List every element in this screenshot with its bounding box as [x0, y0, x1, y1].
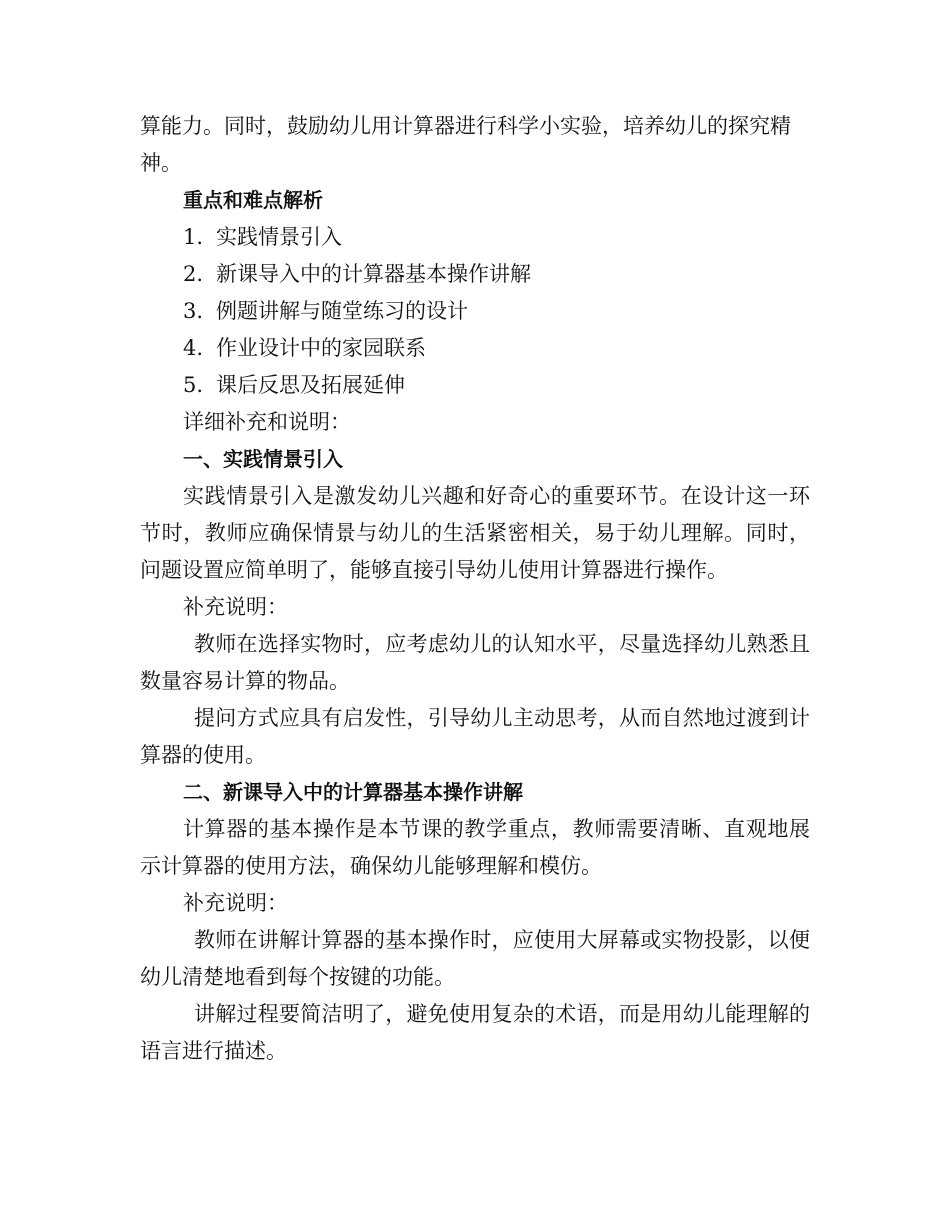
intro-paragraph-tail: 算能力。同时，鼓励幼儿用计算器进行科学小实验，培养幼儿的探究精神。 — [140, 114, 791, 175]
list-item — [140, 256, 810, 293]
list-item-text: 例题讲解与随堂练习的设计 — [216, 299, 468, 323]
list-item — [140, 330, 810, 367]
section-1-body: 实践情景引入是激发幼儿兴趣和好奇心的重要环节。在设计这一环节时，教师应确保情景与幼儿的生活紧密相关，易于幼儿理解。同时，问题设置应简单明了，能够直接引导幼儿使用计算器进行操作。 — [140, 484, 810, 582]
section-1-heading: 一、实践情景引入 — [183, 447, 343, 471]
list-item — [140, 367, 810, 404]
details-label: 详细补充和说明： — [183, 410, 351, 434]
section-1-note-1: 教师在选择实物时，应考虑幼儿的认知水平，尽量选择幼儿熟悉且数量容易计算的物品。 — [140, 632, 810, 693]
list-item-number: 5. — [183, 373, 204, 397]
list-item — [140, 293, 810, 330]
document-body — [140, 108, 810, 1070]
list-item-number: 1. — [183, 225, 204, 249]
section-1-note-2: 提问方式应具有启发性，引导幼儿主动思考，从而自然地过渡到计算器的使用。 — [140, 706, 810, 767]
list-item-text: 课后反思及拓展延伸 — [216, 373, 405, 397]
section-2-note-label: 补充说明： — [183, 891, 288, 915]
section-1-note-label: 补充说明： — [183, 595, 288, 619]
list-item — [140, 219, 810, 256]
list-item-number: 4. — [183, 336, 204, 360]
list-item-number: 2. — [183, 262, 204, 286]
list-item-number: 3. — [183, 299, 204, 323]
list-item-text: 新课导入中的计算器基本操作讲解 — [216, 262, 531, 286]
section-2-note-1: 教师在讲解计算器的基本操作时，应使用大屏幕或实物投影，以便幼儿清楚地看到每个按键的功能。 — [140, 928, 810, 989]
section-2-heading: 二、新课导入中的计算器基本操作讲解 — [183, 780, 523, 804]
key-points-heading: 重点和难点解析 — [183, 188, 323, 212]
section-2-note-2: 讲解过程要简洁明了，避免使用复杂的术语，而是用幼儿能理解的语言进行描述。 — [140, 1002, 810, 1063]
key-points-list — [140, 219, 810, 404]
list-item-text: 作业设计中的家园联系 — [216, 336, 426, 360]
section-2-body: 计算器的基本操作是本节课的教学重点，教师需要清晰、直观地展示计算器的使用方法，确保幼儿能够理解和模仿。 — [140, 817, 810, 878]
list-item-text: 实践情景引入 — [216, 225, 342, 249]
